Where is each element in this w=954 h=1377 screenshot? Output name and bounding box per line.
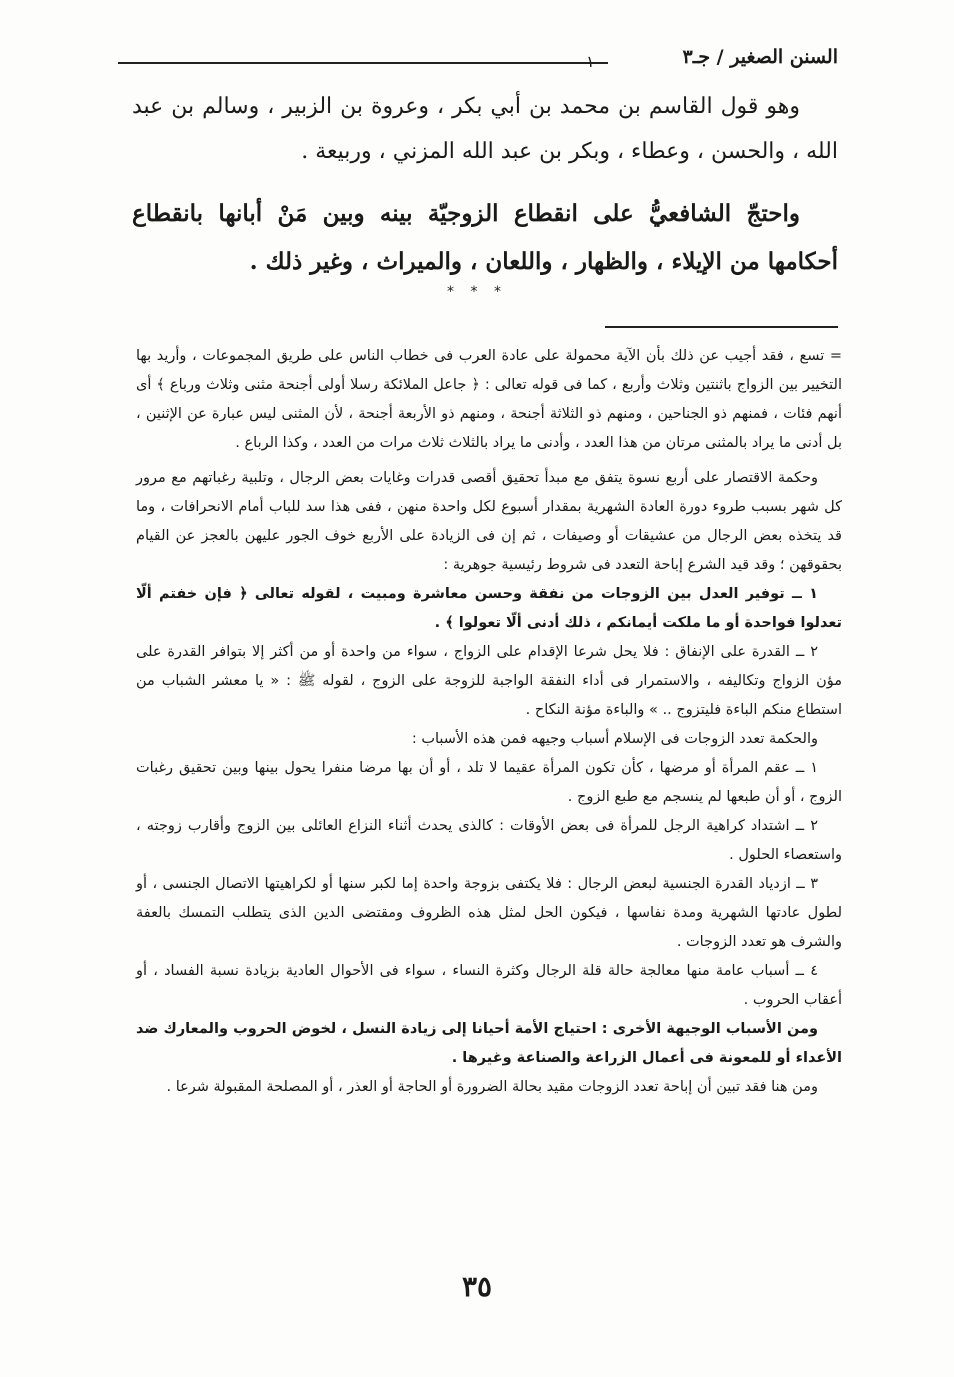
- footnote-reason: ٣ ــ ازدياد القدرة الجنسية لبعض الرجال : فلا يكتفى بزوجة واحدة إما لكبر سنها أو لكراهيتها الاتصال الجنسى ، أو لطول عادتها الشهرية ومدة نفاسها ، فيكون الحل لمثل هذه الظروف ومقتضى الدين الذى يتطلب التمسك بالعفة والشرف هو تعدد الزوجات .: [136, 876, 842, 950]
- footnotes: [136, 342, 842, 1102]
- footnote-paragraph: وحكمة الاقتصار على أربع نسوة يتفق مع مبدأ تحقيق أقصى قدرات وغايات بعض الرجال ، وتلبية رغباتهم مع مرور كل شهر بسبب طروء دورة العادة الشهرية بمقدار أسبوع لكل واحدة منهن ، ففى هذا سد للباب أمام الانحرافات ، وما قد يتخذه بعض الرجال من عشيقات أو وصيفات ، ثم إن فى الزيادة على الأربع خوف الجور عليهن بالعجز عن القيام بحقوقهن ؛ وقد قيد الشرع إباحة التعدد فى شروط رئيسية جوهرية :: [136, 470, 842, 573]
- running-header: [118, 46, 838, 76]
- footnote-paragraph: = تسع ، فقد أجيب عن ذلك بأن الآية محمولة على عادة العرب فى خطاب الناس على طريق المجموعات ، وأريد بها التخيير بين الزواج باثنتين وثلاث وأربع ، كما فى قوله تعالى : ﴿ جاعل الملائكة رسلا أولى أجنحة مثنى وثلاث ورباع ﴾ أى أنهم فئات ، فمنهم ذو الجناحين ، ومنهم ذو الثلاثة أجنحة ، ومنهم ذو الأربعة أجنحة ، لأن المثنى ليس عبارة عن الإثنين ، بل أدنى ما يراد بالمثنى مرتان من هذا العدد ، وأدنى ما يراد بالثلاث ثلاث مرات من العدد ، وكذا الرباع .: [136, 348, 842, 451]
- footnote-condition: ١ ــ توفير العدل بين الزوجات من نفقة وحسن معاشرة ومبيت ، لقوله تعالى ﴿ فإن خفتم ألّا تعدلوا فواحدة أو ما ملكت أيمانكم ، ذلك أدنى ألّا تعولوا ﴾ .: [136, 586, 842, 631]
- header-marker: ١: [586, 52, 595, 71]
- main-paragraph: وهو قول القاسم بن محمد بن أبي بكر ، وعروة بن الزبير ، وسالم بن عبد الله ، والحسن ، وعطاء ، وبكر بن عبد الله المزني ، وربيعة .: [132, 94, 838, 164]
- footnote-reason: ٤ ــ أسباب عامة منها معالجة حالة قلة الرجال وكثرة النساء ، سواء فى الأحوال العادية بزيادة نسبة الفساد ، أو أعقاب الحروب .: [136, 963, 842, 1008]
- footnote-reason: ٢ ــ اشتداد كراهية الرجل للمرأة فى بعض الأوقات : كالذى يحدث أثناء النزاع العائلى بين الزوج وأقارب زوجته ، واستعصاء الحلول .: [136, 818, 842, 863]
- footnote-reason: ١ ــ عقم المرأة أو مرضها ، كأن تكون المرأة عقيما لا تلد ، أو أن بها مرضا منفرا يحول بينها وبين تحقيق رغبات الزوج ، أو أن طبعها لم ينسجم مع طبع الزوج .: [136, 760, 842, 805]
- page-number: ٣٥: [461, 1270, 493, 1303]
- header-rule: [118, 62, 608, 64]
- footnote-paragraph: ومن هنا فقد تبين أن إباحة تعدد الزوجات مقيد بحالة الضرورة أو الحاجة أو العذر ، أو المصلحة المقبولة شرعا .: [166, 1079, 818, 1095]
- footnote-condition: ٢ ــ القدرة على الإنفاق : فلا يحل شرعا الإقدام على الزواج ، سواء من واحدة أو من أكثر إلا بتوافر القدرة على مؤن الزواج وتكاليفه ، والاستمرار فى أداء النفقة الواجبة للزوجة على الزوج ، لقوله ﷺ : « يا معشر الشباب من استطاع منكم الباءة فليتزوج .. » والباءة مؤنة النكاح .: [136, 644, 842, 718]
- footnote-paragraph: ومن الأسباب الوجيهة الأخرى : احتياج الأمة أحيانا إلى زيادة النسل ، لخوض الحروب والمعارك ضد الأعداء أو للمعونة فى أعمال الزراعة والصناعة وغيرها .: [136, 1021, 842, 1066]
- section-separator: * * *: [447, 284, 507, 300]
- footnote-rule: [605, 326, 838, 328]
- main-text: [132, 84, 838, 286]
- main-paragraph: واحتجّ الشافعيُّ على انقطاع الزوجيّة بينه وبين مَنْ أبانها بانقطاع أحكامها من الإيلاء ، والظهار ، واللعان ، والميراث ، وغير ذلك .: [132, 200, 838, 275]
- header-title: السنن الصغير / جـ٣: [682, 46, 838, 68]
- footnote-paragraph: والحكمة تعدد الزوجات فى الإسلام أسباب وجيهه فمن هذه الأسباب :: [411, 731, 818, 747]
